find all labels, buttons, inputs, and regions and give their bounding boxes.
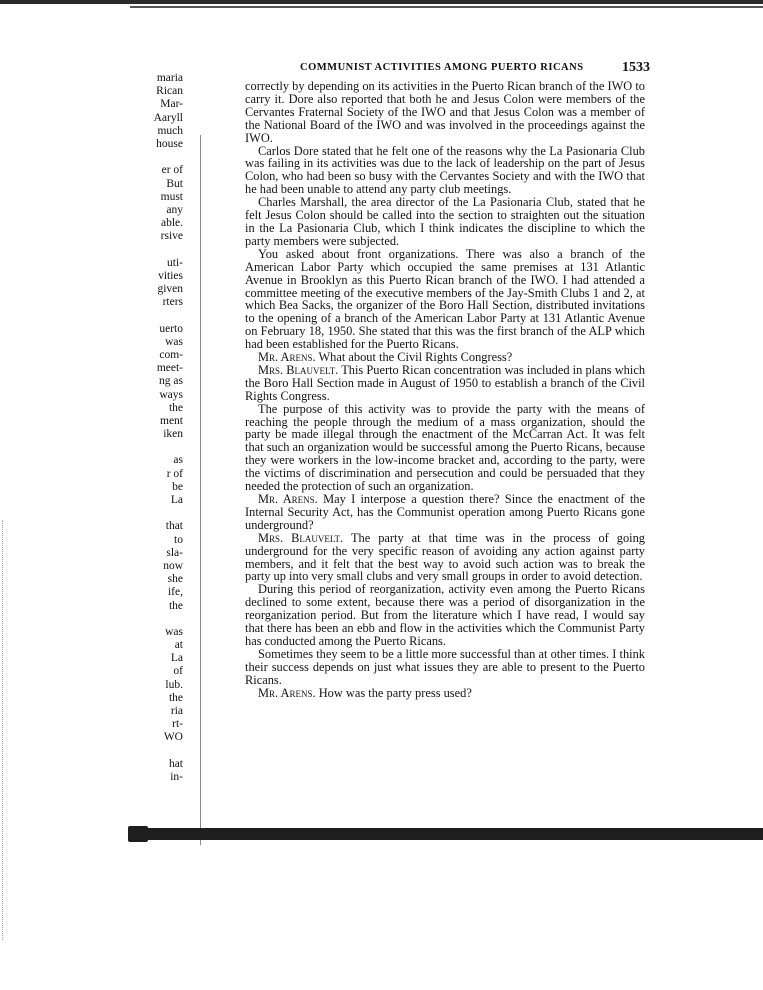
paragraph-text: Charles Marshall, the area director of the La Pasionaria Club, stated that he felt Jesus Colon should be called into the section to straighten out the situation in the La Pasionaria Club, which I think indicates the discipline to which the party members were subjected. xyxy=(245,195,645,248)
margin-fragment: Rican xyxy=(156,85,183,98)
paragraph-text: Carlos Dore stated that he felt one of the reasons why the La Pasionaria Club was failing in its activities was due to the lack of leadership on the part of Jesus Colon, who had been so busy with the Cervantes Society and with the IWO that he had been unable to attend any party club meetings. xyxy=(245,143,645,197)
top-edge-rule xyxy=(0,0,763,4)
margin-fragment: as xyxy=(173,454,183,467)
speaker-label: Mr. Arens. xyxy=(258,685,316,700)
margin-fragment: was xyxy=(165,625,183,638)
margin-fragment: lub. xyxy=(165,678,183,691)
body-paragraph xyxy=(245,583,645,648)
margin-fragment: ways xyxy=(159,388,183,401)
speaker-label: Mr. Arens. xyxy=(258,350,316,365)
margin-fragment: at xyxy=(174,639,183,652)
margin-fragment: the xyxy=(168,401,183,414)
running-header xyxy=(300,60,650,78)
margin-fragment: given xyxy=(157,283,183,295)
body-text xyxy=(245,80,645,700)
paragraph-text: correctly by depending on its activities in the Puerto Rican branch of the IWO to carry it. Dore also reported that both he and Jesus Colon were members of the Cervantes Fraternal Society of the IWO and that Jesus Colon was a member of the National Board of the IWO and was involved in the proceedings against the IWO. xyxy=(245,79,645,145)
margin-fragment: ment xyxy=(160,414,183,427)
margin-fragment: that xyxy=(165,520,183,533)
margin-gap xyxy=(133,507,183,520)
margin-gap xyxy=(133,309,183,322)
margin-fragment: Aaryll xyxy=(153,111,183,124)
speaker-label: Mrs. Blauvelt. xyxy=(258,530,344,545)
margin-gap xyxy=(133,745,183,758)
bottom-binding-bar xyxy=(128,828,763,840)
margin-fragment: house xyxy=(156,137,183,150)
paragraph-text: What about the Civil Rights Congress? xyxy=(318,350,513,365)
margin-fragment: must xyxy=(160,190,183,203)
margin-fragment: Mar- xyxy=(160,98,183,111)
margin-gap xyxy=(133,441,183,454)
margin-fragment: iken xyxy=(163,428,183,441)
margin-fragment: of xyxy=(173,665,183,678)
paragraph-text: You asked about front organizations. There was also a branch of the American Labor Party which occupied the same premises at 131 Atlantic Avenue in Brooklyn as this Puerto Rican branch of the IWO. I had attended a committee meeting of the executive members of the Jay-Smith Clubs 1 and 2, at which Bea Sacks, the organizer of the Boro Hall Section, distributed invitations to the opening of a branch of the American Labor Party at 131 Atlantic Avenue on February 18, 1950. She stated that this was the first branch of the ALP which had been established for the Puerto Ricans. xyxy=(245,246,645,352)
margin-fragment: was xyxy=(165,335,183,348)
margin-fragment: the xyxy=(168,691,183,704)
margin-fragment: able. xyxy=(160,217,183,230)
body-paragraph xyxy=(245,196,645,248)
facing-page-margin-fragments xyxy=(133,72,183,784)
margin-fragment: rt- xyxy=(172,718,183,731)
paragraph-text: How was the party press used? xyxy=(318,685,472,700)
speaker-label: Mrs. Blauvelt. xyxy=(258,362,339,377)
running-title: COMMUNIST ACTIVITIES AMONG PUERTO RICANS xyxy=(300,62,584,73)
margin-fragment: ria xyxy=(170,705,183,717)
margin-fragment: she xyxy=(167,573,183,586)
paragraph-text: Sometimes they seem to be a little more successful than at other times. I think their success depends on just what issues they are able to present to the Puerto Ricans. xyxy=(245,646,645,687)
margin-fragment: sla- xyxy=(166,546,183,559)
margin-fragment: r of xyxy=(166,467,183,480)
body-paragraph xyxy=(245,648,645,687)
margin-fragment: rters xyxy=(162,296,183,309)
margin-fragment: hat xyxy=(168,757,183,770)
page-number: 1533 xyxy=(622,60,650,75)
margin-fragment: ife, xyxy=(167,586,183,599)
margin-fragment: uerto xyxy=(159,322,183,335)
margin-fragment: La xyxy=(170,494,183,506)
paragraph-text: This Puerto Rican concentration was included in plans which the Boro Hall Section made in August of 1950 to establish a branch of the Civil Rights Congress. xyxy=(245,362,646,403)
margin-gap xyxy=(133,613,183,626)
body-paragraph xyxy=(245,248,645,351)
margin-fragment: maria xyxy=(156,72,183,84)
paragraph-text: During this period of reorganization, activity even among the Puerto Ricans declined to some extent, because there was a period of disorganization in the reorganization period. But from the literature which I have read, I would say that there has been an ebb and flow in the activities which the Communist Party has conducted among the Puerto Ricans. xyxy=(245,582,645,648)
margin-fragment: any xyxy=(166,203,183,216)
margin-fragment: now xyxy=(163,559,183,572)
body-paragraph xyxy=(245,145,645,197)
margin-gap xyxy=(133,151,183,164)
margin-fragment: uti- xyxy=(167,256,183,269)
paragraph-text: The party at that time was in the process of going underground for the very specific reason of avoiding any action against party members, and it felt that the best way to avoid such action was to break the party up into very small clubs and very small groups in order to avoid detection. xyxy=(245,530,645,584)
margin-fragment: vities xyxy=(158,269,183,282)
body-paragraph xyxy=(245,403,645,493)
margin-fragment: much xyxy=(157,124,183,137)
margin-fragment: But xyxy=(166,177,183,190)
margin-fragment: the xyxy=(168,599,183,612)
body-paragraph xyxy=(245,80,645,145)
margin-fragment: ng as xyxy=(159,375,183,388)
margin-fragment: rsive xyxy=(160,230,183,243)
margin-fragment: be xyxy=(172,480,183,493)
bottom-binding-bar-end xyxy=(128,826,148,842)
top-edge-rule-secondary xyxy=(130,6,763,8)
paragraph-text: May I interpose a question there? Since the enactment of the Internal Security Act, has the Communist operation among Puerto Ricans gone underground? xyxy=(245,492,645,532)
testimony-paragraph xyxy=(245,364,645,403)
testimony-paragraph xyxy=(245,493,645,532)
testimony-paragraph xyxy=(245,532,645,584)
testimony-paragraph xyxy=(245,687,645,700)
margin-fragment: meet- xyxy=(156,362,183,375)
margin-fragment: er of xyxy=(161,164,183,177)
gutter-shadow-line xyxy=(200,135,201,845)
margin-fragment: to xyxy=(174,533,183,546)
margin-fragment: in- xyxy=(170,770,183,783)
margin-gap xyxy=(133,243,183,256)
margin-fragment: com- xyxy=(159,348,183,361)
margin-fragment: WO xyxy=(163,731,183,744)
margin-fragment: La xyxy=(170,652,183,665)
paragraph-text: The purpose of this activity was to provide the party with the means of reaching the people through the medium of a mass organization, should the party be made illegal through the enactment of the McCarran Act. It was felt that such an organization would be successful among the Puerto Ricans, because they were workers in the low-income bracket and, according to the party, were the victims of discrimination and persecution and could be persuaded that they needed the protection of such an organization. xyxy=(245,401,645,494)
speaker-label: Mr. Arens. xyxy=(258,492,318,506)
scan-edge-noise xyxy=(2,520,4,940)
